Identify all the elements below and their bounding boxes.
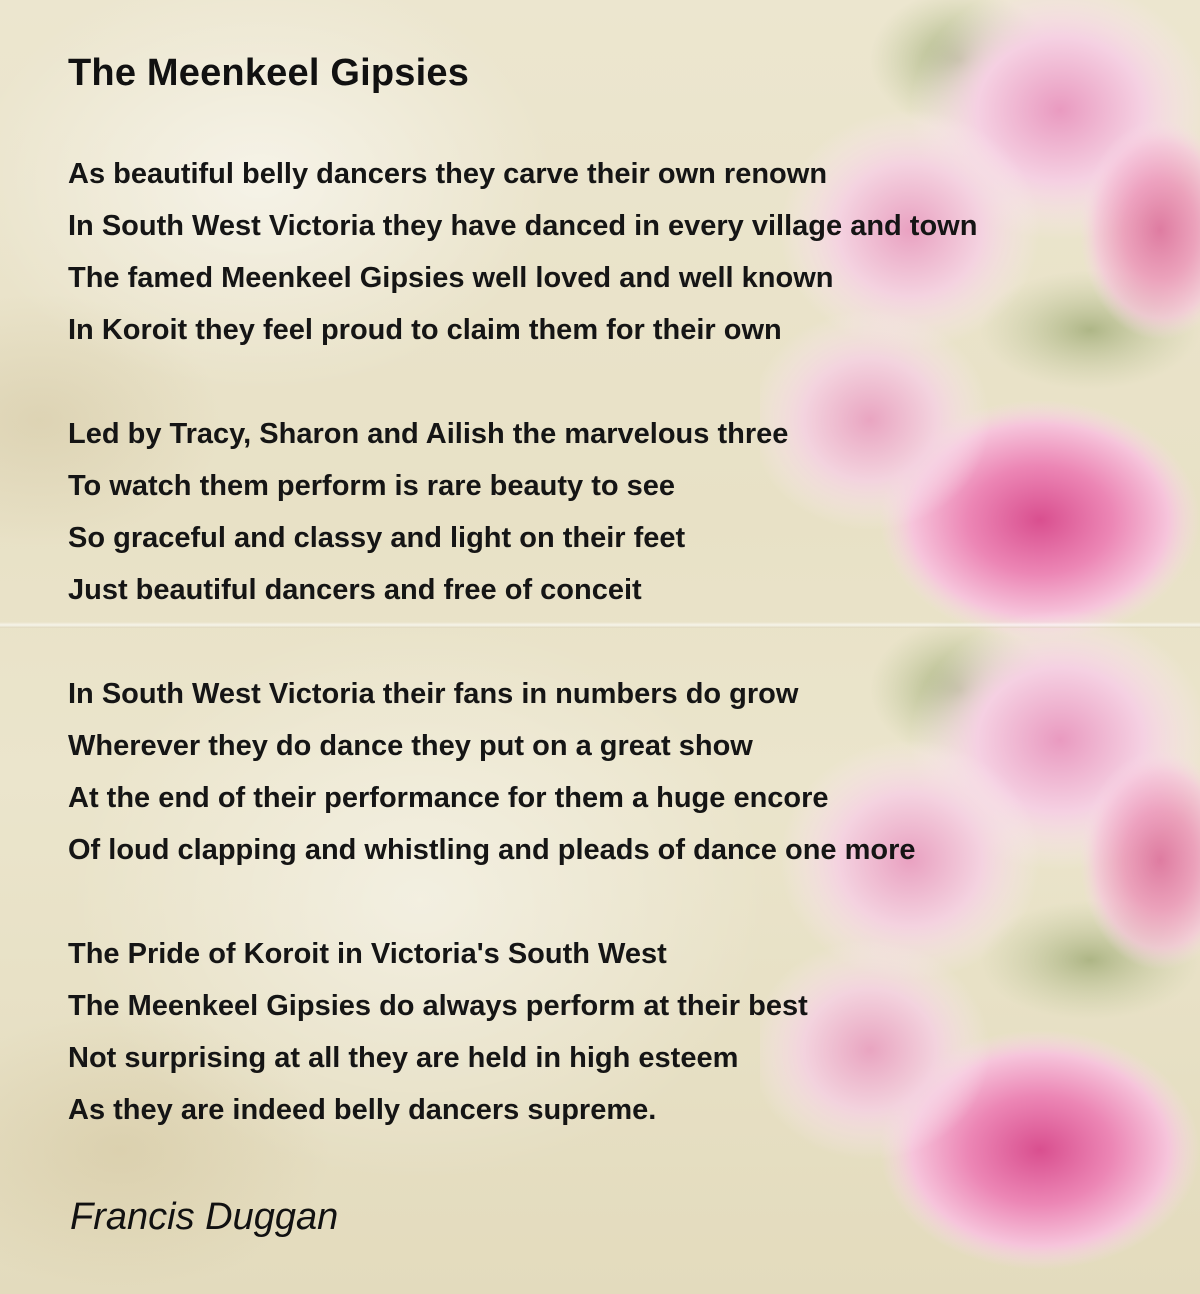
poem-line: The Meenkeel Gipsies do always perform at their best <box>68 990 808 1022</box>
poem-line: Wherever they do dance they put on a great show <box>68 730 753 762</box>
stanza-3 <box>68 668 916 876</box>
poem-line: As they are indeed belly dancers supreme. <box>68 1094 657 1126</box>
stanza-1 <box>68 148 977 356</box>
poem-line: Not surprising at all they are held in high esteem <box>68 1042 739 1074</box>
stanza-4 <box>68 928 808 1136</box>
poem-line: As beautiful belly dancers they carve their own renown <box>68 158 828 190</box>
poem-line: At the end of their performance for them a huge encore <box>68 782 829 814</box>
poem-line: In Koroit they feel proud to claim them for their own <box>68 314 782 346</box>
poem-author: Francis Duggan <box>70 1196 339 1238</box>
poem-line: Of loud clapping and whistling and pleads of dance one more <box>68 834 916 866</box>
image-seam <box>0 622 1200 628</box>
poem-line: So graceful and classy and light on their feet <box>68 522 686 554</box>
stanza-2 <box>68 408 788 616</box>
poem-line: In South West Victoria their fans in numbers do grow <box>68 678 799 710</box>
poem-line: Just beautiful dancers and free of conceit <box>68 574 642 606</box>
poem-title: The Meenkeel Gipsies <box>68 52 470 94</box>
poem-line: In South West Victoria they have danced in every village and town <box>68 210 978 242</box>
poem-line: The Pride of Koroit in Victoria's South West <box>68 938 667 970</box>
poem-line: The famed Meenkeel Gipsies well loved and well known <box>68 262 834 294</box>
poem-line: Led by Tracy, Sharon and Ailish the marvelous three <box>68 418 789 450</box>
poem-line: To watch them perform is rare beauty to see <box>68 470 676 502</box>
